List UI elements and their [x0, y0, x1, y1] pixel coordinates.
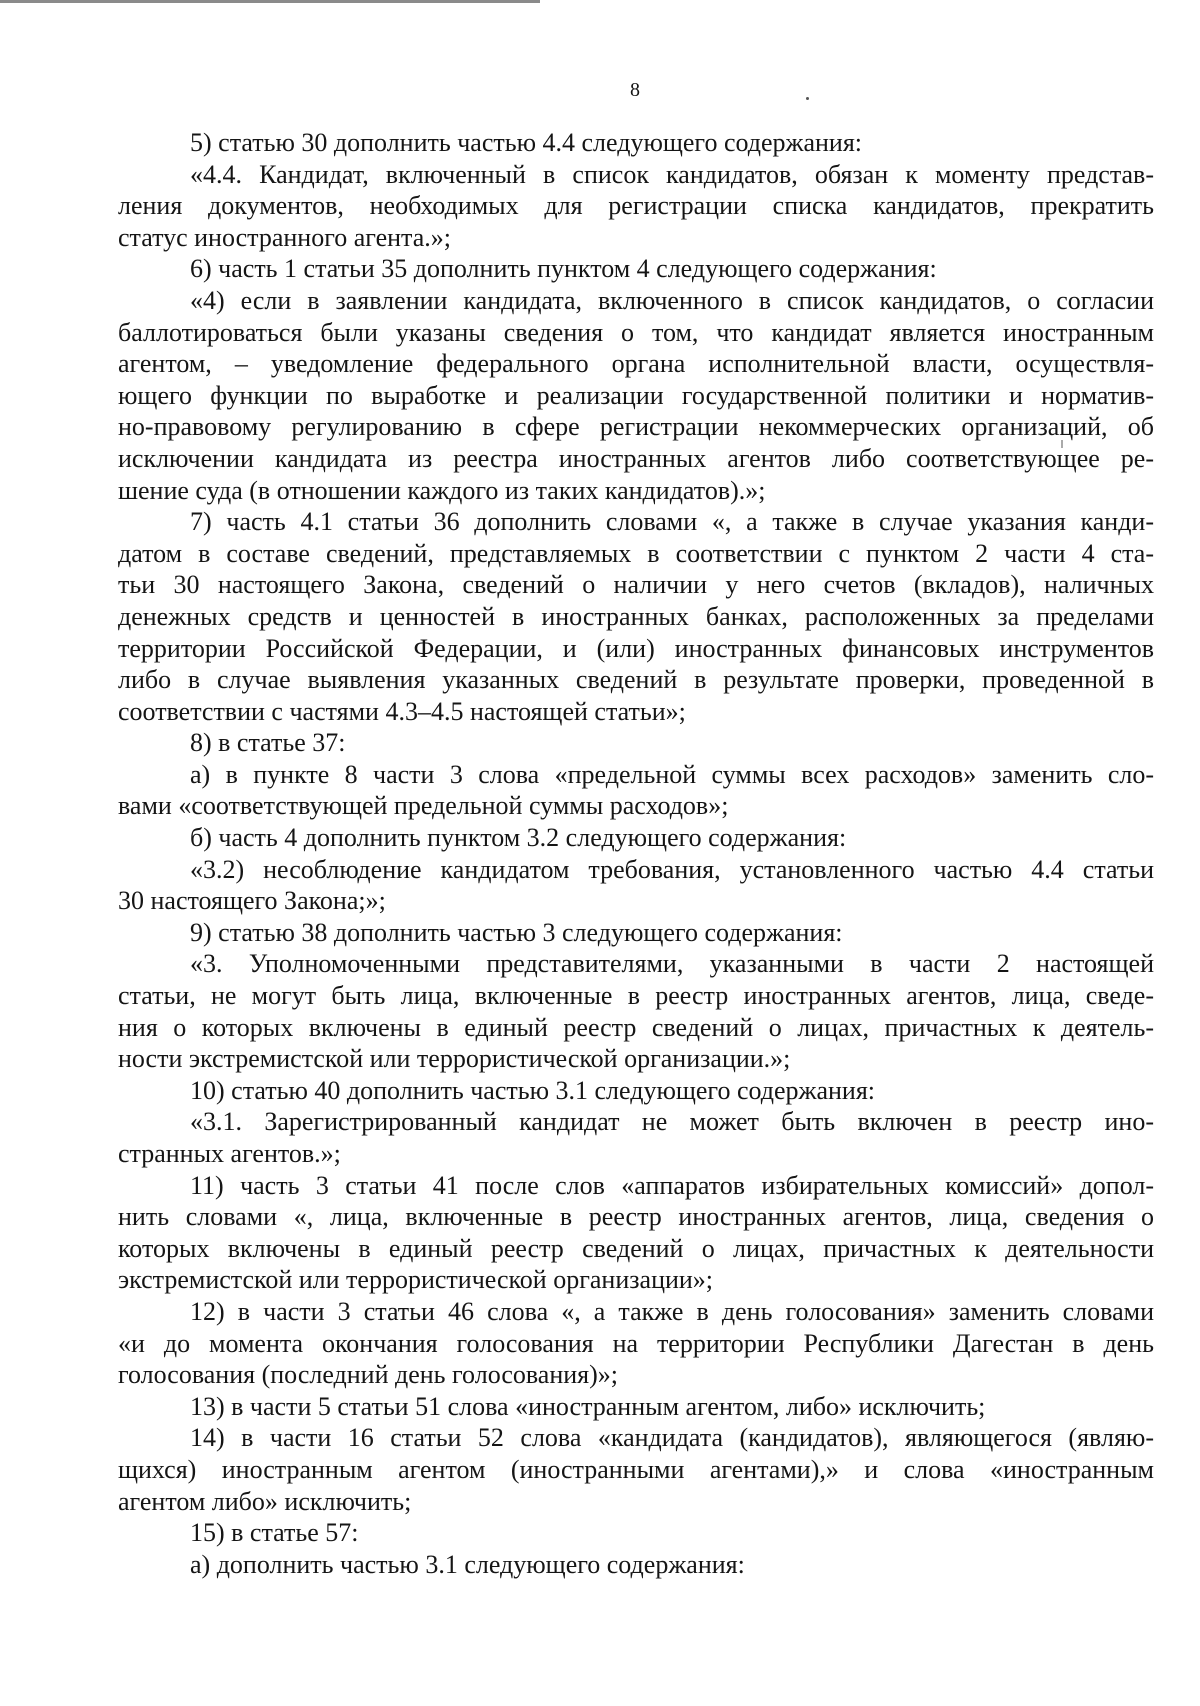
text-line: ющего функции по выработке и реализации государственной политики и норматив- [118, 380, 1154, 410]
paragraph [118, 822, 1154, 854]
text-line: голосования (последний день голосования)»; [118, 1360, 619, 1390]
text-line: 14) в части 16 статьи 52 слова «кандидата (кандидатов), являющегося (являю- [190, 1423, 1154, 1453]
text-line: соответствии с частями 4.3–4.5 настоящей статьи»; [118, 696, 686, 726]
paragraph [118, 1170, 1154, 1296]
text-line: «4) если в заявлении кандидата, включенного в список кандидатов, о согласии [190, 285, 1154, 315]
paragraph [118, 759, 1154, 822]
text-line: 15) в статье 57: [190, 1518, 359, 1548]
paragraph [118, 1422, 1154, 1517]
scan-edge-line [0, 0, 540, 3]
text-line: которых включены в единый реестр сведений о лицах, причастных к деятельности [118, 1233, 1154, 1263]
text-line: либо в случае выявления указанных сведений в результате проверки, проведенной в [118, 665, 1154, 695]
text-line: 6) часть 1 статьи 35 дополнить пунктом 4 следующего содержания: [190, 254, 937, 284]
text-line: «4.4. Кандидат, включенный в список кандидатов, обязан к моменту представ- [190, 159, 1154, 189]
paragraph [118, 1075, 1154, 1107]
text-line: 9) статью 38 дополнить частью 3 следующего содержания: [190, 917, 843, 947]
text-line: тьи 30 настоящего Закона, сведений о наличии у него счетов (вкладов), наличных [118, 570, 1154, 600]
text-line: агентом, – уведомление федерального органа исполнительной власти, осуществля- [118, 349, 1154, 379]
text-line: 10) статью 40 дополнить частью 3.1 следующего содержания: [190, 1075, 876, 1105]
text-line: 7) часть 4.1 статьи 36 дополнить словами «, а также в случае указания канди- [190, 507, 1154, 537]
text-line: 13) в части 5 статьи 51 слова «иностранным агентом, либо» исключить; [190, 1391, 986, 1421]
text-line: 30 настоящего Закона;»; [118, 886, 386, 916]
paragraph [118, 917, 1154, 949]
text-line: ния о которых включены в единый реестр сведений о лицах, причастных к деятель- [118, 1012, 1154, 1042]
text-line: нить словами «, лица, включенные в реестр иностранных агентов, лица, сведения о [118, 1202, 1154, 1232]
paragraph [118, 253, 1154, 285]
text-line: 5) статью 30 дополнить частью 4.4 следующего содержания: [190, 128, 863, 157]
paragraph [118, 506, 1154, 727]
text-line: территории Российской Федерации, и (или) иностранных финансовых инструментов [118, 633, 1154, 663]
text-line: исключении кандидата из реестра иностранных агентов либо соответствующее ре- [118, 443, 1154, 473]
paragraph [118, 1106, 1154, 1169]
paragraph [118, 727, 1154, 759]
paragraph [118, 285, 1154, 506]
paragraph [118, 1549, 1154, 1581]
text-line: но-правовому регулированию в сфере регистрации некоммерческих организаций, об [118, 412, 1154, 442]
paragraph [118, 127, 1154, 159]
text-line: статьи, не могут быть лица, включенные в реестр иностранных агентов, лица, сведе- [118, 981, 1154, 1011]
text-line: статус иностранного агента.»; [118, 222, 451, 252]
paragraph [118, 1391, 1154, 1423]
text-line: ления документов, необходимых для регистрации списка кандидатов, прекратить [118, 191, 1154, 221]
text-line: «3. Уполномоченными представителями, указанными в части 2 настоящей [190, 949, 1154, 979]
text-line: щихся) иностранным агентом (иностранными агентами),» и слова «иностранным [118, 1454, 1154, 1484]
text-line: странных агентов.»; [118, 1139, 341, 1168]
text-line: «3.1. Зарегистрированный кандидат не может быть включен в реестр ино- [190, 1107, 1154, 1137]
paragraph [118, 1517, 1154, 1549]
text-line: ности экстремистской или террористической организации.»; [118, 1044, 791, 1074]
text-line: 11) часть 3 статьи 41 после слов «аппаратов избирательных комиссий» допол- [190, 1170, 1154, 1200]
paragraph [118, 948, 1154, 1074]
text-line: вами «соответствующей предельной суммы расходов»; [118, 791, 729, 821]
text-line: «3.2) несоблюдение кандидатом требования, установленного частью 4.4 статьи [190, 854, 1154, 884]
text-line: «и до момента окончания голосования на территории Республики Дагестан в день [118, 1328, 1154, 1358]
text-line: баллотироваться были указаны сведения о том, что кандидат является иностранным [118, 317, 1154, 347]
text-line: денежных средств и ценностей в иностранных банках, расположенных за пределами [118, 601, 1154, 631]
text-line: а) дополнить частью 3.1 следующего содержания: [190, 1549, 745, 1579]
paragraph [118, 854, 1154, 917]
text-line: 12) в части 3 статьи 46 слова «, а также в день голосования» заменить словами [190, 1296, 1154, 1326]
paragraph [118, 1296, 1154, 1391]
text-line: агентом либо» исключить; [118, 1486, 412, 1516]
text-line: экстремистской или террористической организации»; [118, 1265, 714, 1295]
text-line: б) часть 4 дополнить пунктом 3.2 следующего содержания: [190, 823, 847, 853]
text-line: 8) в статье 37: [190, 728, 346, 758]
page-number: 8 [630, 79, 640, 101]
text-line: датом в составе сведений, представляемых в соответствии с пунктом 2 части 4 ста- [118, 538, 1154, 568]
text-line: шение суда (в отношении каждого из таких кандидатов).»; [118, 475, 766, 505]
paragraph [118, 159, 1154, 254]
text-line: а) в пункте 8 части 3 слова «предельной суммы всех расходов» заменить сло- [190, 759, 1154, 789]
document-body [118, 127, 1154, 1580]
